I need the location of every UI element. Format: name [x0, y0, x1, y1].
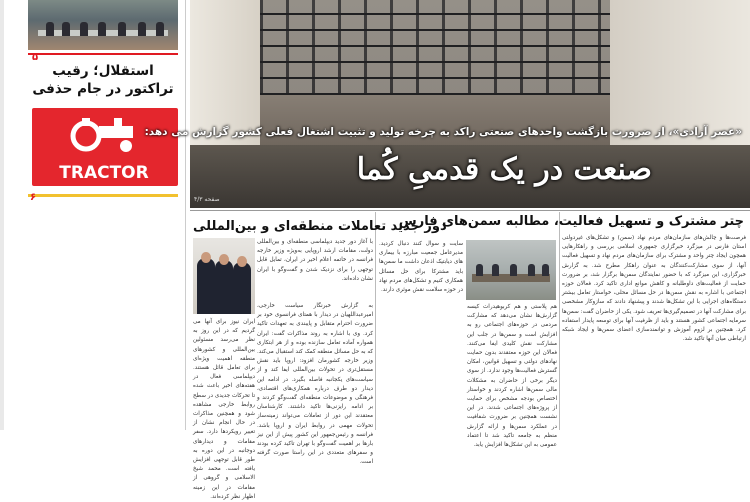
yellow-rule — [28, 194, 178, 197]
page-number-bottom: ۶ — [30, 192, 37, 203]
diplomat-head — [237, 256, 247, 267]
diplomat-figure — [233, 262, 251, 314]
diplomat-head — [219, 254, 229, 265]
diplomat-figure — [197, 258, 215, 314]
photo-credit: صفحه ۴/۳ — [194, 196, 220, 203]
diplomats-photo[interactable] — [193, 238, 255, 314]
diplomacy-lead-text: با آغاز دور جدید دیپلماسی منطقه‌ای و بین‌المللی دولت، مقامات ارشد اروپایی به‌ویژه وزیر خارجه فرانسه در خاتمه اعلام اخیر در ایران، تمایل قابل توجهی را برای نزدیک شدن و گفت‌وگو با ایران نشان داده‌اند. — [257, 239, 373, 282]
page-number-top: ۵ — [32, 52, 39, 63]
column-divider — [559, 212, 560, 430]
diplomat-figure — [215, 260, 233, 314]
diplomat-head — [201, 252, 211, 263]
hero-headline[interactable]: صنعت در یک قدمیِ کُما — [356, 152, 652, 187]
column-divider — [375, 212, 376, 430]
diplomacy-article-text-2: ایران نیوز برای آنها می گردیم که در این روز به نظر می‌رسد مسئولین بین‌المللی و کشورهای منطقه اهمیت ویژه‌ای برای تعامل قائل هستند. دیپلماسی فعال در هفته‌های اخیر باعث شده تا تحرکات جدیدی در سطح روابط خارجی مشاهده شود و همچنین مذاکرات در حال انجام نشان از تغییر رویکردها دارد. سفر مقامات و دیدارهای دوجانبه در این دوره به طور قابل توجهی افزایش یافته است. محمد شیخ الاسلامی و گروهی از مقامات در این زمینه اظهار نظر کرده‌اند. — [193, 319, 255, 500]
meeting-photo[interactable] — [28, 0, 178, 50]
sidebar — [0, 0, 186, 430]
ngo-article-text-3: هم پلاستی و هم کربوهیدرات کیسه گزارش‌ها نشان می‌دهد که مشارکت مردمی در حوزه‌های اجتماعی رو به افزایش است و سمن‌ها در جلب این مشارکت نقش کلیدی ایفا می‌کنند. فعالان این حوزه معتقدند بدون حمایت نهادهای دولتی و تسهیل قوانین، امکان گسترش فعالیت‌ها وجود ندارد. از سوی دیگر برخی از حاضران به مشکلات مالی سمن‌ها اشاره کردند و خواستار اختصاص بودجه مشخص برای حمایت از پروژه‌های اجتماعی شدند. در این نشست همچنین بر ضرورت شفافیت در عملکرد سمن‌ها و ارائه گزارش منظم به جامعه تاکید شد تا اعتماد عمومی به این تشکل‌ها افزایش یابد. — [467, 304, 557, 449]
sidebar-story-title[interactable]: استقلال؛ رقیب تراکتور در جام حذفی — [32, 63, 174, 97]
diplomacy-article-text: به گزارش خبرنگار سیاست خارجی، امیرعبداللهیان در دیدار با همتای فرانسوی خود بر ضرورت احترام متقابل و پایبندی به تعهدات تاکید کرد. وی با اشاره به روند مذاکرات گفت: ایران همواره آماده تعامل سازنده بوده و از هر ابتکاری که به حل مسائل منطقه کمک کند استقبال می‌کند. وزیر خارجه کشورمان افزود: اروپا باید نقش مستقل‌تری در تحولات بین‌المللی ایفا کند و از سیاست‌های یکجانبه فاصله بگیرد. در ادامه این دیدار دو طرف درباره همکاری‌های اقتصادی، فرهنگی و موضوعات منطقه‌ای گفت‌وگو کردند و بر ادامه رایزنی‌ها تاکید داشتند. کارشناسان معتقدند این دور از تعاملات می‌تواند زمینه‌ساز تحولات مهمی در روابط ایران و اروپا باشد. فرانسه و رئیس‌جمهور این کشور پیش از این نیز بارها بر اهمیت گفت‌وگو با تهران تاکید کرده بودند و سفرهای متعددی در این راستا صورت گرفته است. — [257, 303, 373, 466]
diplomacy-headline[interactable]: دور جدید تعاملات منطقه‌ای و بین‌المللی — [193, 219, 447, 234]
red-rule — [28, 53, 178, 55]
tractor-logo-icon — [44, 112, 164, 184]
page-edge — [0, 0, 4, 430]
ngo-meeting-photo[interactable] — [466, 240, 556, 300]
ngo-headline[interactable]: چتر مشترک و تسهیل فعالیت، مطالبه سمن‌های فارس — [398, 214, 744, 229]
section-divider — [190, 210, 750, 211]
hero-tagline: «عصر آزادی»، از ضرورت بازگشت واحدهای صنعتی راکد به چرخه تولید و تثبیت اشتغال فعلی کشور گزارش می دهد: — [144, 126, 742, 138]
ngo-article-text: فرصت‌ها و چالش‌های سازمان‌های مردم نهاد (سمن) و تشکل‌های غیردولتی استان فارس در میزگرد خبرگزاری جمهوری اسلامی بررسی و راهکارهایی همچون ایجاد چتر واحد و مشترک برای سازمان‌های مردم نهاد و تسهیل فعالیت آنها، از سوی مشارکت‌کنندگان به عنوان راهکار مطرح شد. به گزارش خبرگزاری، این میزگرد که با حضور نمایندگان سمن‌ها برگزار شد، بر ضرورت حمایت از فعالیت‌های داوطلبانه و کاهش موانع اداری تاکید کرد. فعالان حوزه اجتماعی با اشاره به نقش سمن‌ها در حل مسائل محلی، خواستار تعامل بیشتر دستگاه‌های اجرایی با این تشکل‌ها شدند و پیشنهاد دادند که سازوکار مشخصی برای مشارکت آنها در تصمیم‌گیری‌ها تعریف شود. یکی از حاضران گفت: سمن‌ها سرمایه اجتماعی کشور هستند و باید از ظرفیت آنها برای توسعه پایدار استفاده کرد. همچنین بر لزوم آموزش و توانمندسازی اعضای سمن‌ها و ایجاد شبکه ارتباطی میان آنها تاکید شد. — [562, 235, 746, 343]
tractor-logo-text: TRACTOR — [59, 163, 149, 183]
ngo-article-text-2: سایت و سوال کنند دنبال کردید. مدیرعامل جمعیت مبارزه با بیماری های دیابتیک اذعان داشت ما سمن‌ها باید مشترکا برای حل مسائل همکاری کنیم و تشکل‌های مردم نهاد در حوزه سلامت نقش موثری دارند. — [379, 241, 463, 294]
